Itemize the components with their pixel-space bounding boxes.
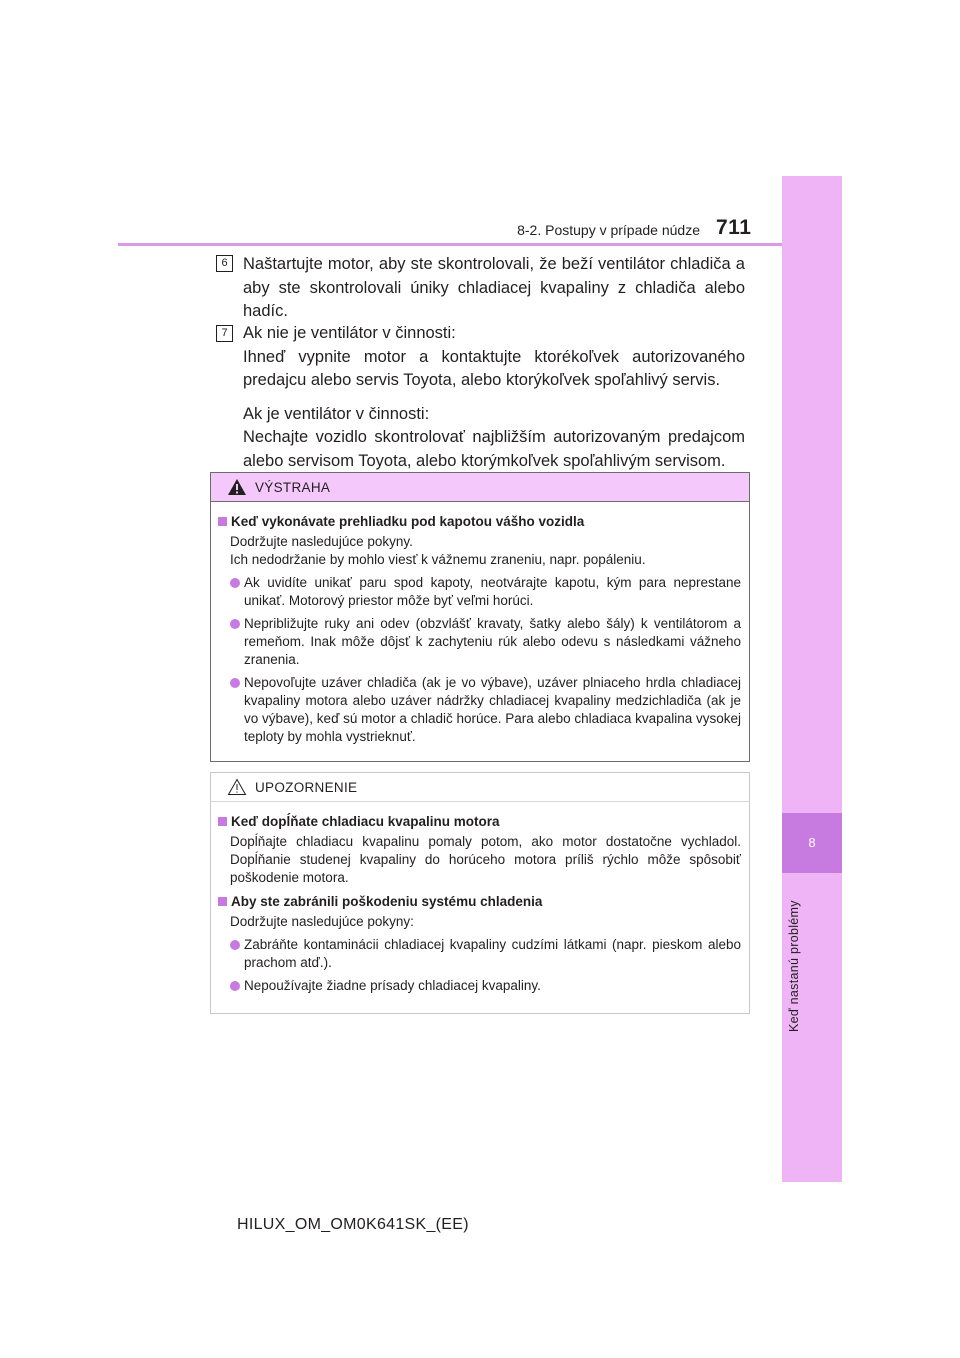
step-6-text xyxy=(243,253,745,324)
warning-triangle-icon xyxy=(227,478,247,496)
notice-section-title-text: Keď dopĺňate chladiacu kvapalinu motora xyxy=(231,814,500,829)
notice-section-title xyxy=(218,893,741,911)
step-number-7: 7 xyxy=(216,325,233,342)
notice-bullet-text: Zabráňte kontaminácii chladiacej kvapaliny cudzími látkami (napr. pieskom alebo prachom atď.). xyxy=(244,937,741,970)
warning-intro: Dodržujte nasledujúce pokyny. Ich nedodržanie by mohlo viesť k vážnemu zraneniu, napr. popáleniu. xyxy=(230,534,646,567)
warning-bullet xyxy=(218,615,741,669)
page-number: 711 xyxy=(716,216,752,239)
notice-box xyxy=(210,772,750,1014)
warning-body xyxy=(211,502,749,746)
notice-section-text: Dopĺňajte chladiacu kvapalinu pomaly potom, ako motor dostatočne vychladol. Dopĺňanie studenej kvapaliny do horúceho motora príliš rýchlo môže spôsobiť poškodenie motora. xyxy=(230,834,741,885)
section-square-icon xyxy=(218,817,227,826)
bullet-dot-icon xyxy=(230,940,240,950)
warning-bullet-text: Ak uvidíte unikať paru spod kapoty, neotvárajte kapotu, kým para neprestane unikať. Motorový priestor môže byť veľmi horúci. xyxy=(244,575,741,608)
warning-box xyxy=(210,472,750,762)
notice-section-text: Dodržujte nasledujúce pokyny: xyxy=(230,914,414,929)
notice-bullet xyxy=(218,936,741,972)
notice-bullet xyxy=(218,977,741,995)
section-title: 8-2. Postupy v prípade núdze xyxy=(517,222,700,238)
section-square-icon xyxy=(218,517,227,526)
step-7-paragraph-2: Ak je ventilátor v činnosti: Nechajte vozidlo skontrolovať najbližším autorizovaným predajcom alebo servisom Toyota, alebo ktorýmkoľvek spoľahlivým servisom. xyxy=(243,404,745,470)
section-square-icon xyxy=(218,897,227,906)
step-number-6: 6 xyxy=(216,255,233,272)
warning-header xyxy=(211,473,749,502)
document-code-footer: HILUX_OM_OM0K641SK_(EE) xyxy=(237,1216,469,1233)
step-6-paragraph: Naštartujte motor, aby ste skontrolovali, že beží ventilátor chladiča a aby ste skontrolovali úniky chladiacej kvapaliny z chladiča alebo hadíc. xyxy=(243,255,745,320)
bullet-dot-icon xyxy=(230,678,240,688)
chapter-title-vertical: Keď nastanú problémy xyxy=(787,900,801,1032)
warning-heading: VÝSTRAHA xyxy=(255,479,331,495)
bullet-dot-icon xyxy=(230,578,240,588)
bullet-dot-icon xyxy=(230,619,240,629)
notice-section-title-text: Aby ste zabránili poškodeniu systému chladenia xyxy=(231,894,543,909)
notice-bullet-text: Nepoužívajte žiadne prísady chladiacej kvapaliny. xyxy=(244,978,541,993)
header-divider xyxy=(118,243,782,246)
warning-bullet-text: Nepovoľujte uzáver chladiča (ak je vo výbave), uzáver plniaceho hrdla chladiacej kvapaliny motora alebo uzáver nádržky chladiacej kvapaliny medzichladiča (ak je vo výbave), keď sú motor a chladič horúce. Para alebo chladiaca kvapalina vysokej teploty by mohla vystrieknuť. xyxy=(244,675,741,744)
notice-body xyxy=(211,802,749,995)
notice-heading: UPOZORNENIE xyxy=(255,779,358,795)
caution-triangle-icon xyxy=(227,778,247,796)
notice-section-title xyxy=(218,813,741,831)
warning-section-title-text: Keď vykonávate prehliadku pod kapotou vášho vozidla xyxy=(231,514,585,529)
warning-bullet xyxy=(218,674,741,746)
warning-bullet xyxy=(218,574,741,610)
step-7-text xyxy=(243,322,745,473)
notice-header xyxy=(211,773,749,802)
step-7-paragraph-1: Ak nie je ventilátor v činnosti: Ihneď vypnite motor a kontaktujte ktorékoľvek autorizovaného predajcu alebo servis Toyota, alebo ktorýkoľvek spoľahlivý servis. xyxy=(243,324,745,389)
warning-section-title xyxy=(218,513,741,531)
warning-bullet-text: Nepribližujte ruky ani odev (obzvlášť kravaty, šatky alebo šály) k ventilátorom a remeňom. Inak môže dôjsť k zachyteniu rúk alebo odevu s následkami vážneho zranenia. xyxy=(244,616,741,667)
chapter-number-tab[interactable]: 8 xyxy=(782,813,842,873)
bullet-dot-icon xyxy=(230,981,240,991)
